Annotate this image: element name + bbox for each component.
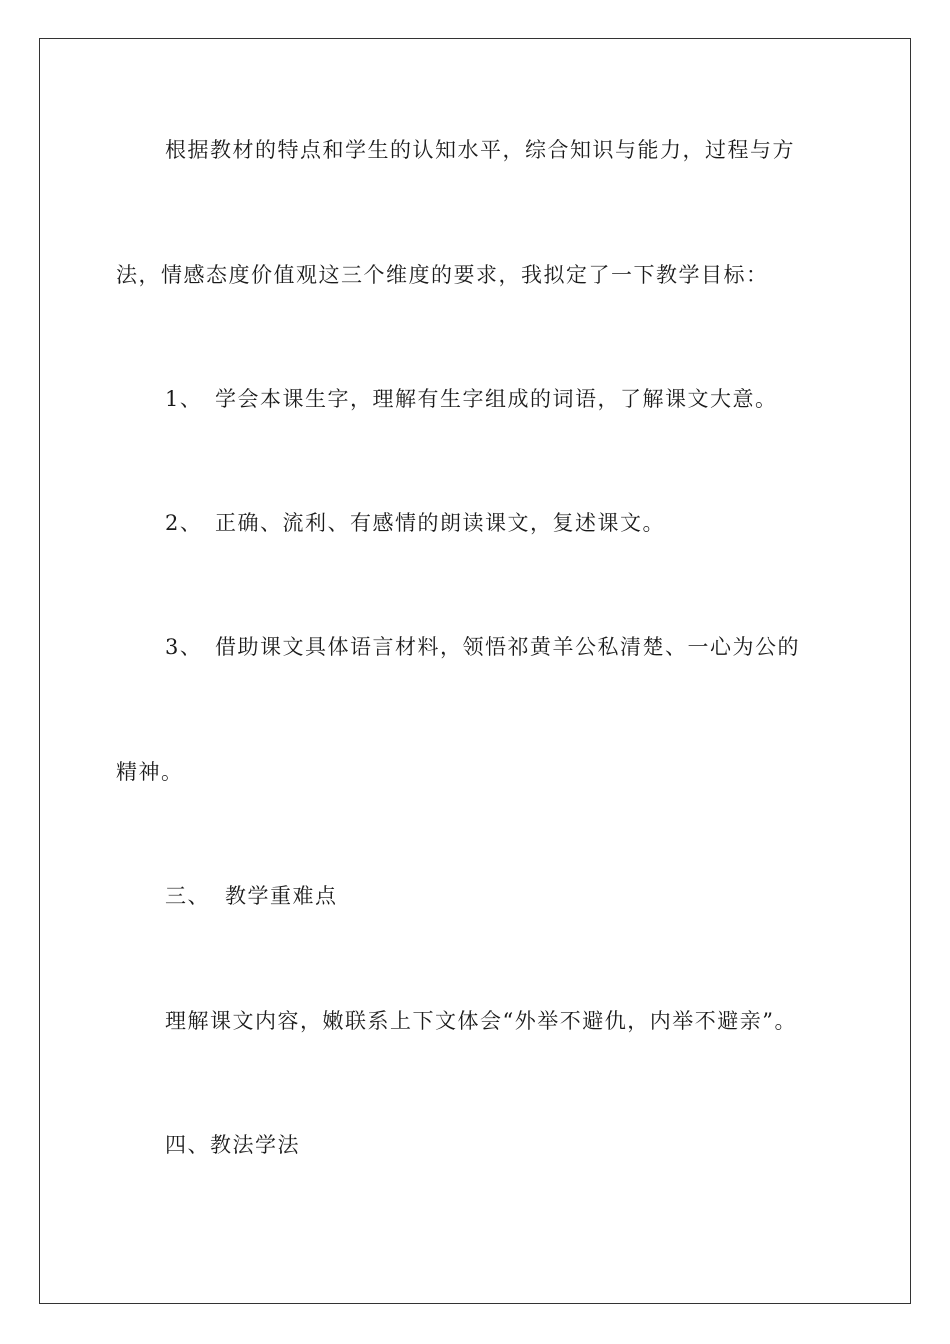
section-heading-4: 四、教法学法 <box>165 1133 300 1157</box>
goal-number: 3、 <box>165 635 203 659</box>
goal-text: 学会本课生字，理解有生字组成的词语，了解课文大意。 <box>215 387 778 411</box>
goal-item-2 <box>165 509 665 537</box>
section-title: 教学重难点 <box>225 884 338 908</box>
goal-text: 借助课文具体语言材料，领悟祁黄羊公私清楚、一心为公的 <box>215 635 800 659</box>
intro-paragraph-line2: 法，情感态度价值观这三个维度的要求，我拟定了一下教学目标： <box>116 263 769 287</box>
page-frame <box>39 38 911 1304</box>
goal-number: 2、 <box>165 511 203 535</box>
goal-text: 正确、流利、有感情的朗读课文，复述课文。 <box>215 511 665 535</box>
goal-item-1 <box>165 385 778 413</box>
intro-paragraph-line1: 根据教材的特点和学生的认知水平，综合知识与能力，过程与方 <box>165 138 795 162</box>
section-3-body: 理解课文内容，嫩联系上下文体会“外举不避仇，内举不避亲”。 <box>165 1009 797 1033</box>
goal-number: 1、 <box>165 387 203 411</box>
section-number: 三、 <box>165 884 210 908</box>
goal-item-3-continuation: 精神。 <box>116 760 184 784</box>
section-heading-3 <box>165 882 338 910</box>
goal-item-3 <box>165 633 800 661</box>
